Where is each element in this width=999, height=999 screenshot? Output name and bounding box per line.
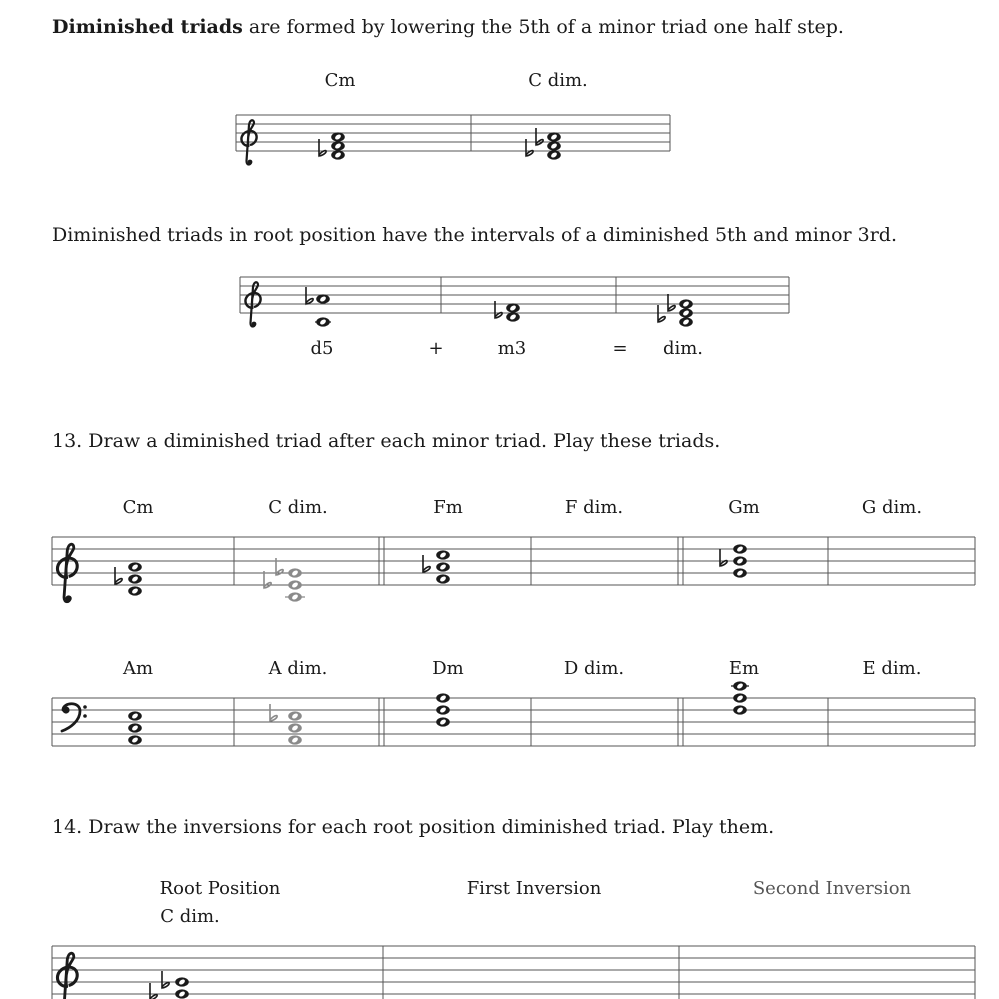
ex13-label-gm: Gm [728,497,760,518]
ex13-label-ddim: D dim. [563,658,625,679]
ex14-label-first: First Inversion [466,878,602,899]
chord-em [731,681,749,714]
interval-label-dim: dim. [662,338,704,359]
chord-cdim-pencil [264,558,305,602]
ex13-label-dm: Dm [432,658,464,679]
ex13-label-em: Em [728,658,760,679]
chord-fm [423,550,450,583]
ex13-label-cm: Cm [122,497,154,518]
bass-clef-icon [62,704,87,731]
ex13-label-cdim: C dim. [268,497,328,518]
chord-am [128,711,142,744]
ex13-label-fm: Fm [433,497,463,518]
intervals-sentence: Diminished triads in root position have the intervals of a diminished 5th and minor 3rd. [52,224,897,246]
chord-cm [115,562,142,595]
chord-cdim-root [150,971,189,999]
chord-dm [436,693,450,726]
interval-label-equals: = [612,338,628,359]
ex13-label-gdim: G dim. [861,497,923,518]
interval-label-m3: m3 [497,338,527,359]
ex14-chord-label: C dim. [160,906,220,927]
staff-ex13-treble [52,537,975,585]
ex13-label-fdim: F dim. [564,497,624,518]
interval-d5 [306,287,331,327]
interval-label-plus: + [428,338,444,359]
chord-cm-intro [319,132,345,159]
intro-rest: are formed by lowering the 5th of a minor triad one half step. [242,16,844,38]
interval-dim [658,294,693,327]
example-label-cm: Cm [324,70,356,91]
staff-intro [236,115,670,151]
staff-ex14 [52,946,975,999]
interval-label-d5: d5 [310,338,334,359]
treble-clef-icon [57,953,77,999]
ex13-label-am: Am [122,658,154,679]
treble-clef-icon [57,544,77,602]
ex13-label-edim: E dim. [862,658,922,679]
ex14-label-root: Root Position [159,878,281,899]
exercise13-instruction: 13. Draw a diminished triad after each minor triad. Play these triads. [52,430,721,452]
example-label-cdim: C dim. [528,70,588,91]
ex13-label-adim: A dim. [268,658,328,679]
ex14-label-second: Second Inversion [752,878,912,899]
exercise14-instruction: 14. Draw the inversions for each root position diminished triad. Play them. [52,816,775,838]
staff-ex13-bass [52,698,975,746]
intro-bold-term: Diminished triads [52,16,243,38]
